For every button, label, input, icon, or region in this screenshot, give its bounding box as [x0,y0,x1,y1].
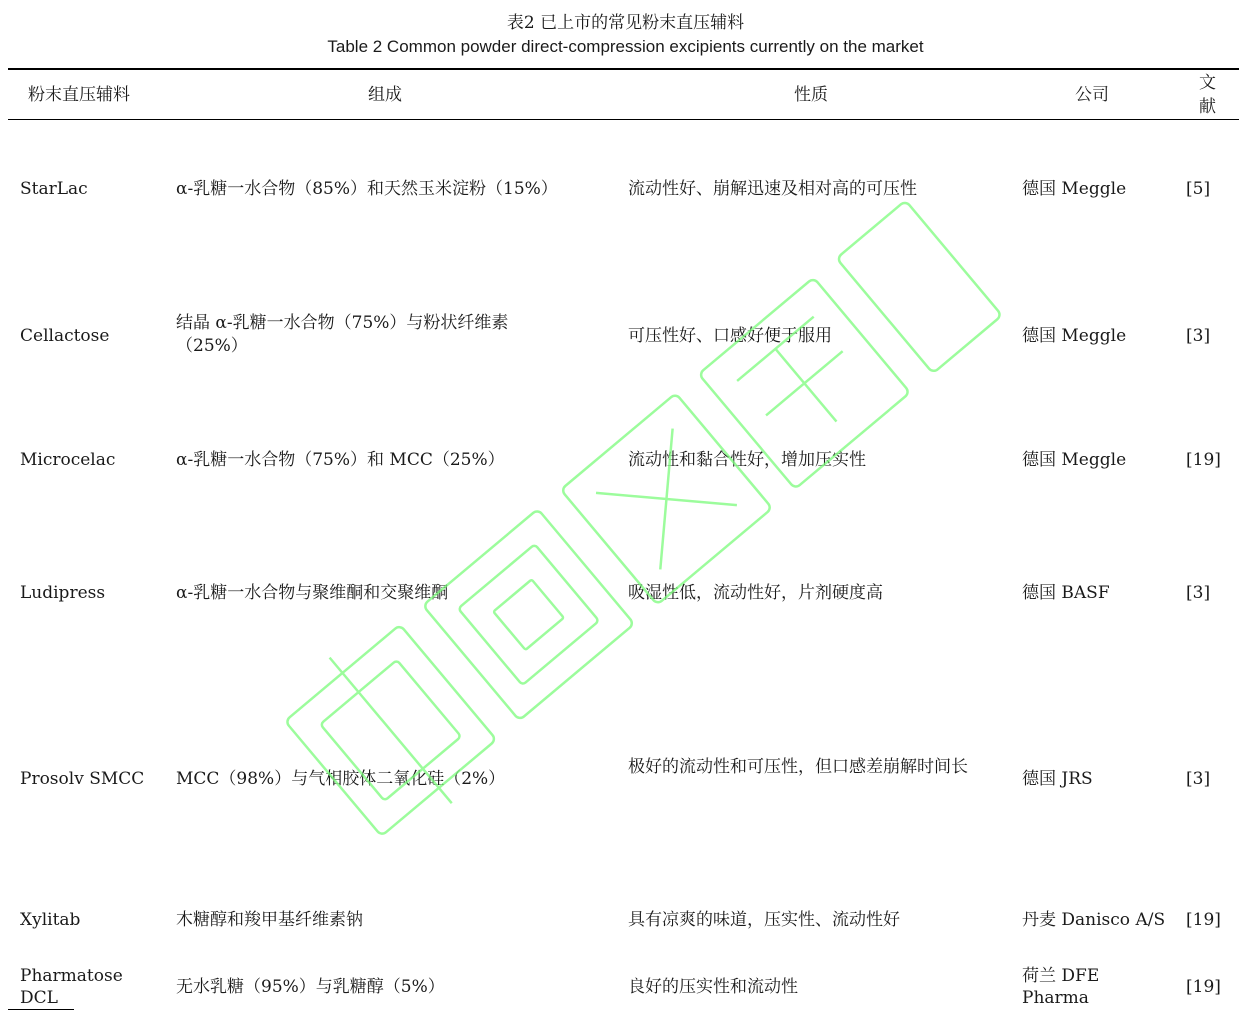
cell-composition: α-乳糖一水合物与聚维酮和交聚维酮 [176,583,449,603]
cell-excipient: Ludipress [20,583,106,603]
cell-composition: 无水乳糖（95%）与乳糖醇（5%） [176,977,445,997]
header-rule [8,119,1239,120]
cell-property: 良好的压实性和流动性 [628,977,798,997]
cell-company: 德国 JRS [1022,769,1093,789]
cell-ref: [19] [1186,910,1221,930]
cell-company: 丹麦 Danisco A/S [1022,910,1166,930]
cell-excipient: Pharmatose DCL [20,966,123,1008]
cell-company: 德国 BASF [1022,583,1110,603]
cell-excipient: Prosolv SMCC [20,769,145,789]
cell-company: 德国 Meggle [1022,179,1127,199]
cell-property: 流动性和黏合性好，增加压实性 [628,450,866,470]
cell-ref: [3] [1186,326,1211,346]
cell-composition: α-乳糖一水合物（85%）和天然玉米淀粉（15%） [176,179,558,199]
cell-composition: MCC（98%）与气相胶体二氧化硅（2%） [176,769,506,789]
cell-excipient: Xylitab [20,910,81,930]
cell-composition: α-乳糖一水合物（75%）和 MCC（25%） [176,450,505,470]
cell-company: 德国 Meggle [1022,326,1127,346]
cell-property: 流动性好、崩解迅速及相对高的可压性 [628,179,917,199]
header-ref-line2: 献 [1199,97,1216,117]
cell-ref: [3] [1186,583,1211,603]
cell-property: 吸湿性低，流动性好，片剂硬度高 [628,583,883,603]
cell-property: 具有凉爽的味道，压实性、流动性好 [628,910,900,930]
cell-property: 极好的流动性和可压性，但口感差崩解时间长 [628,757,968,777]
cell-property: 可压性好、口感好便于服用 [628,326,832,346]
cell-company: 德国 Meggle [1022,450,1127,470]
bottom-rule [8,1009,74,1010]
header-ref-line1: 文 [1199,73,1216,93]
table-caption-en: Table 2 Common powder direct-compression excipients currently on the market [327,37,924,56]
cell-ref: [19] [1186,450,1221,470]
header-composition: 组成 [368,85,402,105]
header-excipient: 粉末直压辅料 [28,85,130,105]
cell-composition: 结晶 α-乳糖一水合物（75%）与粉状纤维素（25%） [176,313,509,356]
header-company: 公司 [1075,85,1109,105]
cell-company: 荷兰 DFE Pharma [1022,966,1100,1008]
cell-ref: [5] [1186,179,1211,199]
table-caption-cn: 表2 已上市的常见粉末直压辅料 [506,13,745,33]
cell-ref: [3] [1186,769,1211,789]
header-property: 性质 [794,85,828,105]
cell-ref: [19] [1186,977,1221,997]
cell-excipient: Microcelac [20,450,116,470]
cell-excipient: Cellactose [20,326,110,346]
cell-excipient: StarLac [20,179,88,199]
cell-composition: 木糖醇和羧甲基纤维素钠 [176,910,363,930]
top-rule [8,68,1239,70]
